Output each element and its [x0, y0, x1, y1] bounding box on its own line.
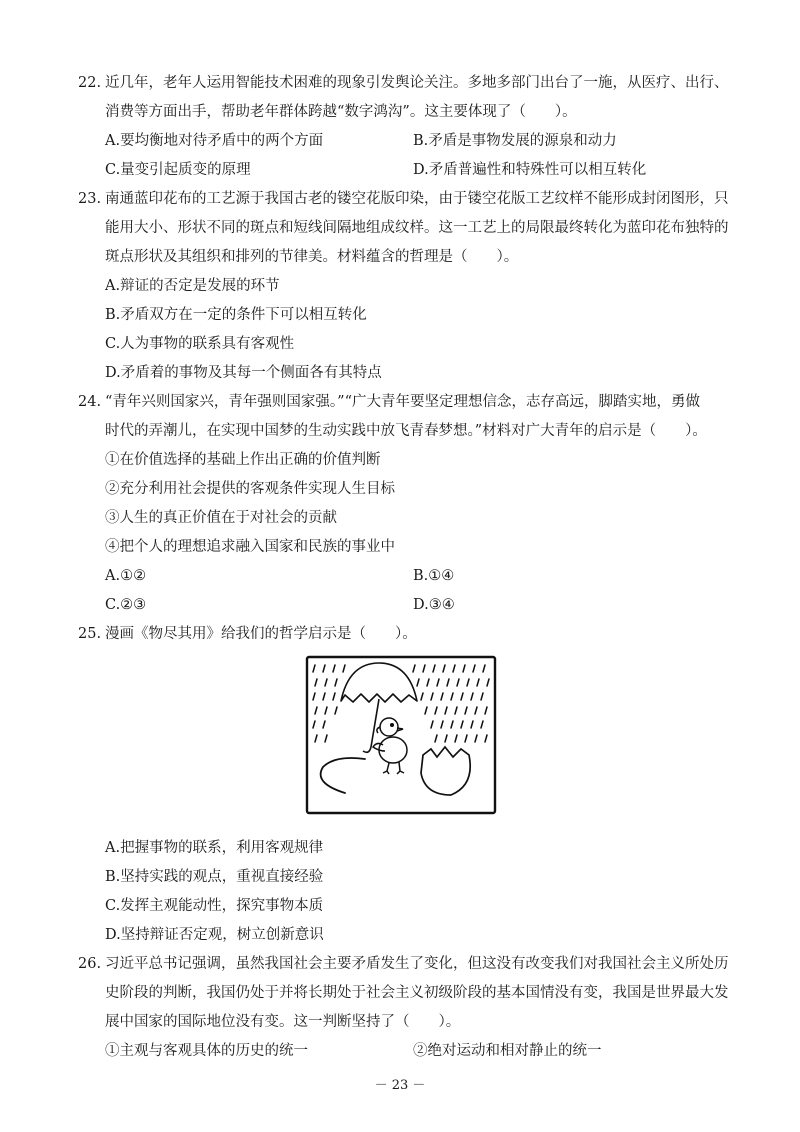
q26-stem-line2: 史阶段的判断，我国仍处于并将长期处于社会主义初级阶段的基本国情没有变，我国是世界最大发	[105, 985, 729, 1001]
q22-stem-line1: 近几年，老年人运用智能技术困难的现象引发舆论关注。多地多部门出台了一施，从医疗、出行、	[105, 75, 729, 91]
q24-option-c: C.②③	[105, 597, 147, 613]
q23-option-d: D.矛盾着的事物及其每一个侧面各有其特点	[105, 365, 382, 381]
q25-option-b: B.坚持实践的观点，重视直接经验	[105, 869, 324, 885]
q24-option-d: D.③④	[413, 597, 455, 613]
q23-stem-line1: 南通蓝印花布的工艺源于我国古老的镂空花版印染，由于镂空花版工艺纹样不能形成封闭图形，只	[105, 191, 729, 207]
q24-option-a: A.①②	[105, 568, 147, 584]
q23-stem-line3: 斑点形状及其组织和排列的节律美。材料蕴含的哲理是（ ）。	[105, 249, 519, 265]
q22-option-d: D.矛盾普遍性和特殊性可以相互转化	[413, 162, 647, 178]
q22-option-c: C.量变引起质变的原理	[105, 162, 251, 178]
q24-item-4: ④把个人的理想追求融入国家和民族的事业中	[105, 539, 395, 555]
q23-option-b: B.矛盾双方在一定的条件下可以相互转化	[105, 307, 367, 323]
q26-item-1: ①主观与客观具体的历史的统一	[105, 1043, 308, 1059]
q24-number: 24.	[78, 394, 102, 410]
puddle-arc	[321, 758, 365, 793]
eggshell-umbrella	[341, 663, 417, 752]
page-number: － 23 －	[374, 1078, 426, 1093]
q24-item-1: ①在价值选择的基础上作出正确的价值判断	[105, 452, 381, 468]
q25-stem-line1: 漫画《物尽其用》给我们的哲学启示是（ ）。	[105, 626, 417, 642]
q26-item-2: ②绝对运动和相对静止的统一	[413, 1043, 602, 1059]
q25-option-c: C.发挥主观能动性，探究事物本质	[105, 898, 324, 914]
q24-option-b: B.①④	[413, 568, 455, 584]
q23-stem-line2: 能用大小、形状不同的斑点和短线间隔地组成纹样。这一工艺上的局限最终转化为蓝印花布独特的	[105, 220, 729, 236]
q22-number: 22.	[78, 75, 102, 91]
q26-number: 26.	[78, 956, 102, 972]
q25-option-a: A.把握事物的联系，利用客观规律	[105, 840, 324, 856]
q26-stem-line3: 展中国家的国际地位没有变。这一判断坚持了（ ）。	[105, 1014, 461, 1030]
eggshell-bottom	[421, 747, 470, 795]
q23-option-c: C.人为事物的联系具有客观性	[105, 336, 295, 352]
q26-stem-line1: 习近平总书记强调，虽然我国社会主要矛盾发生了变化，但这没有改变我们对我国社会主义所处历	[105, 956, 729, 972]
q25-number: 25.	[78, 626, 102, 642]
q23-option-a: A.辩证的否定是发展的环节	[105, 278, 280, 294]
q22-option-b: B.矛盾是事物发展的源泉和动力	[413, 133, 617, 149]
q22-option-a: A.要均衡地对待矛盾中的两个方面	[105, 133, 324, 149]
q22-stem-line2: 消费等方面出手，帮助老年群体跨越“数字鸿沟”。这主要体现了（ ）。	[105, 104, 577, 120]
q24-item-3: ③人生的真正价值在于对社会的贡献	[105, 510, 337, 526]
q25-option-d: D.坚持辩证否定观，树立创新意识	[105, 927, 324, 943]
q24-stem-line1: “青年兴则国家兴，青年强则国家强。”“广大青年要坚定理想信念，志存高远，脚踏实地，勇做	[105, 394, 700, 410]
chick-figure	[373, 718, 407, 774]
q24-stem-line2: 时代的弄潮儿，在实现中国梦的生动实践中放飞青春梦想。”材料对广大青年的启示是（ ）。	[105, 423, 707, 439]
q24-item-2: ②充分利用社会提供的客观条件实现人生目标	[105, 481, 395, 497]
cartoon-illustration	[305, 655, 497, 815]
q23-number: 23.	[78, 191, 102, 207]
